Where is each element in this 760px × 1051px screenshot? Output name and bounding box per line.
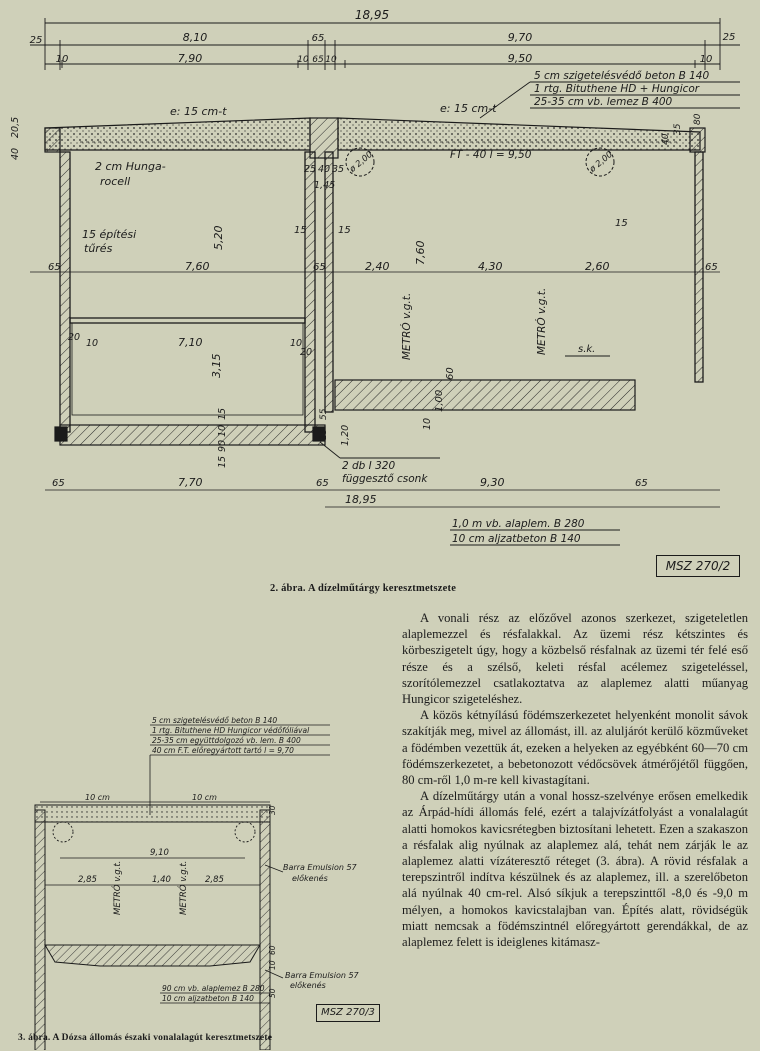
paragraph-2: A közös kétnyílású födémszerkezetet helyenként monolit sávok szakítják meg, mivel az állomást, ill. az aluljárót kerülő közműveket a födémben vezettük át, ezeken a helyeken az egyébként 60—70 cm födémszerkezetet, a bebetonozott védőcsövek átmérőjétől függően, 80 cm-ről 1,0 m-re kell kivastagítani. bbox=[402, 708, 748, 788]
hb-55: 55 bbox=[319, 408, 329, 420]
dim-810: 8,10 bbox=[182, 31, 208, 44]
dim-10-c: 10 bbox=[325, 55, 337, 65]
hb-15c: 15 bbox=[319, 428, 329, 440]
dim-25-left: 25 bbox=[29, 35, 43, 46]
col-dim-35: 35 bbox=[332, 164, 345, 175]
article-text bbox=[402, 610, 748, 950]
row710-10b: 10 bbox=[290, 338, 303, 349]
foundation-1: 1,0 m vb. alaplem. B 280 bbox=[452, 518, 585, 530]
beam-label: FT - 40 l = 9,50 bbox=[450, 149, 532, 161]
height-10: 10 bbox=[422, 417, 433, 430]
standard-label-3: MSZ 270/3 bbox=[321, 1007, 375, 1018]
material-3: 25-35 cm vb. lemez B 400 bbox=[534, 96, 673, 108]
figure-2-title: A dízelműtárgy keresztmetszete bbox=[307, 583, 457, 594]
slope-left: e: 15 cm-t bbox=[170, 105, 227, 118]
hb-120: 1,20 bbox=[340, 424, 351, 446]
row710-20a: 20 bbox=[68, 332, 81, 343]
row760-430: 4,30 bbox=[478, 260, 503, 273]
f3-barra-top-2: előkenés bbox=[292, 874, 328, 883]
dim-10-d: 10 bbox=[699, 54, 713, 65]
side-15-c: 15 bbox=[615, 218, 628, 229]
f3-foundation-1: 90 cm vb. alaplemez B 280 bbox=[162, 984, 265, 993]
row760-65a: 65 bbox=[48, 262, 61, 273]
metro-left: METRÓ v.g.t. bbox=[401, 292, 413, 360]
f3-top-dim-right: 10 cm bbox=[192, 793, 217, 802]
row710-10a: 10 bbox=[86, 338, 99, 349]
f3-span-2: 1,40 bbox=[152, 875, 171, 885]
hb-15a: 15 bbox=[217, 407, 228, 420]
row760-260: 2,60 bbox=[585, 260, 610, 273]
side-15-b: 15 bbox=[338, 225, 351, 236]
dim-total-top: 18,95 bbox=[354, 8, 390, 22]
f3-span-3: 2,85 bbox=[205, 875, 224, 885]
height-60: 60 bbox=[445, 367, 456, 380]
height-760: 7,60 bbox=[414, 240, 427, 265]
pile-label-2: függesztő csonk bbox=[342, 473, 428, 485]
hb-10: 10 bbox=[217, 424, 228, 437]
f3-metro-2: METRÓ v.g.t. bbox=[179, 860, 189, 915]
f3-total: 9,10 bbox=[150, 848, 169, 858]
f3-barra-bottom-2: előkenés bbox=[290, 981, 326, 990]
row710-20b: 20 bbox=[300, 347, 313, 358]
row760-760: 7,60 bbox=[185, 260, 210, 273]
paragraph-1: A vonali rész az előzővel azonos szerkezet, szigeteletlen alaplemezzel és résfalakkal. Az üzemi rész kétszintes és körbeszigetelt úgy, hogy a közbelső résfalnak az üzemi tér felé eső része és a szélső, keleti résfal acélemez szigeteléssel, szorítólemezzel csatlakoztatva az alaplemez alatti műanyag Hungicor szigeteléshez. bbox=[402, 611, 748, 707]
dim-950: 9,50 bbox=[507, 52, 533, 65]
side-15-a: 15 bbox=[294, 225, 307, 236]
figure-3-drawing bbox=[0, 610, 395, 1050]
rowb-930: 9,30 bbox=[480, 476, 505, 489]
dim-65-b: 65 bbox=[312, 55, 324, 65]
f3-metro-1: METRÓ v.g.t. bbox=[113, 860, 123, 915]
height-520: 5,20 bbox=[212, 225, 225, 250]
height-35-right: 35 bbox=[673, 123, 683, 135]
rowb-65c: 65 bbox=[635, 478, 648, 489]
dim-970: 9,70 bbox=[507, 31, 533, 44]
figure-3-number: 3. ábra. bbox=[18, 1033, 51, 1043]
height-80-right: 80 bbox=[693, 113, 703, 125]
paragraph-3: A dízelműtárgy után a vonal hossz-szelvénye erősen emelkedik az Árpád-hídi állomás felé, ezért a talajvízátfolyást a vonalalagút alatti homokos kavicsrétegben biztosítani lehetett. Ezen a szakaszon a résfalak alig nyúlnak az alaplemez alá, tehát nem zárják le az alaplemez alatti vízáteresztő réteget (3. ábra). A rövid résfalak a terepszintről indítva készülnek és az alaplemez, ill. a szerelőbeton alá nyúlnak 40 cm-rel. Alsó síkjuk a terepszinttől -8,0 és -9,0 m mélyen, a homokos kavicstalajban van. Építés alatt, rövidségük miatt nemcsak a födémszintnél előregyártott gerendákkal, de az alaplemez felett is ideiglenes kitámasz- bbox=[402, 789, 748, 950]
f3-span-1: 2,85 bbox=[78, 875, 97, 885]
height-40-left: 40 bbox=[10, 147, 21, 160]
figure-3-caption bbox=[18, 1033, 272, 1043]
standard-label-2: MSZ 270/2 bbox=[665, 559, 731, 573]
f3-barra-bottom-1: Barra Emulsion 57 bbox=[285, 971, 359, 980]
rowb-65b: 65 bbox=[316, 478, 329, 489]
f3-material-3: 25-35 cm együttdolgozó vb. lem. B 400 bbox=[152, 736, 301, 745]
standard-box-3 bbox=[316, 1004, 380, 1022]
hungarocell-1: 2 cm Hunga- bbox=[95, 160, 166, 173]
total-bottom: 18,95 bbox=[345, 493, 377, 506]
rowb-65a: 65 bbox=[52, 478, 65, 489]
tolerance-1: 15 építési bbox=[82, 228, 137, 241]
row760-240: 2,40 bbox=[365, 260, 390, 273]
slope-right: e: 15 cm-t bbox=[440, 102, 497, 115]
f3-material-4: 40 cm F.T. előregyártott tartó l = 9,70 bbox=[152, 746, 294, 755]
dia-left: ø 2,00 bbox=[347, 149, 375, 175]
f3-barra-top-1: Barra Emulsion 57 bbox=[283, 863, 357, 872]
col-dim-145: 1,45 bbox=[314, 180, 336, 191]
foundation-2: 10 cm aljzatbeton B 140 bbox=[452, 533, 581, 545]
f3-h60: 60 bbox=[268, 945, 277, 955]
figure-3-title: A Dózsa állomás északi vonalalagút keresztmetszete bbox=[52, 1033, 273, 1043]
dim-65-top: 65 bbox=[311, 33, 325, 44]
f3-foundation-2: 10 cm aljzatbeton B 140 bbox=[162, 994, 254, 1003]
tolerance-2: tűrés bbox=[84, 242, 113, 255]
height-40-right: 40 bbox=[661, 133, 671, 145]
dim-790: 7,90 bbox=[177, 52, 203, 65]
dim-10-a: 10 bbox=[55, 54, 69, 65]
dim-10-b: 10 bbox=[297, 55, 309, 65]
row710-710: 7,10 bbox=[178, 336, 203, 349]
metro-right: METRÓ v.g.t. bbox=[536, 287, 548, 355]
f3-h50: 50 bbox=[268, 988, 277, 998]
material-2: 1 rtg. Bituthene HD + Hungicor bbox=[534, 83, 700, 95]
f3-h30: 30 bbox=[268, 805, 277, 815]
height-315: 3,15 bbox=[210, 353, 223, 378]
hb-15b: 15 bbox=[217, 455, 228, 468]
row760-65b: 65 bbox=[313, 262, 326, 273]
rowb-770: 7,70 bbox=[178, 476, 203, 489]
height-205-left: 20,5 bbox=[10, 116, 21, 138]
f3-material-2: 1 rtg. Bituthene HD Hungicor védőfóliával bbox=[152, 726, 310, 735]
dim-25-right: 25 bbox=[722, 32, 736, 43]
col-dim-25: 25 bbox=[304, 164, 317, 175]
col-dim-40: 40 bbox=[318, 164, 331, 175]
figure-2-number: 2. ábra. bbox=[270, 583, 306, 594]
f3-top-dim-left: 10 cm bbox=[85, 793, 110, 802]
sk-label: s.k. bbox=[578, 344, 596, 355]
pile-label-1: 2 db I 320 bbox=[342, 460, 396, 472]
figure-2-caption bbox=[270, 583, 456, 594]
f3-material-1: 5 cm szigetelésvédő beton B 140 bbox=[152, 716, 278, 725]
row760-65c: 65 bbox=[705, 262, 718, 273]
material-1: 5 cm szigetelésvédő beton B 140 bbox=[534, 70, 710, 82]
f3-h10: 10 bbox=[268, 960, 277, 970]
hungarocell-2: rocell bbox=[100, 175, 131, 188]
dia-right: ø 2,00 bbox=[587, 149, 615, 175]
hb-90: 90 bbox=[217, 439, 228, 452]
standard-box-2 bbox=[656, 555, 740, 577]
